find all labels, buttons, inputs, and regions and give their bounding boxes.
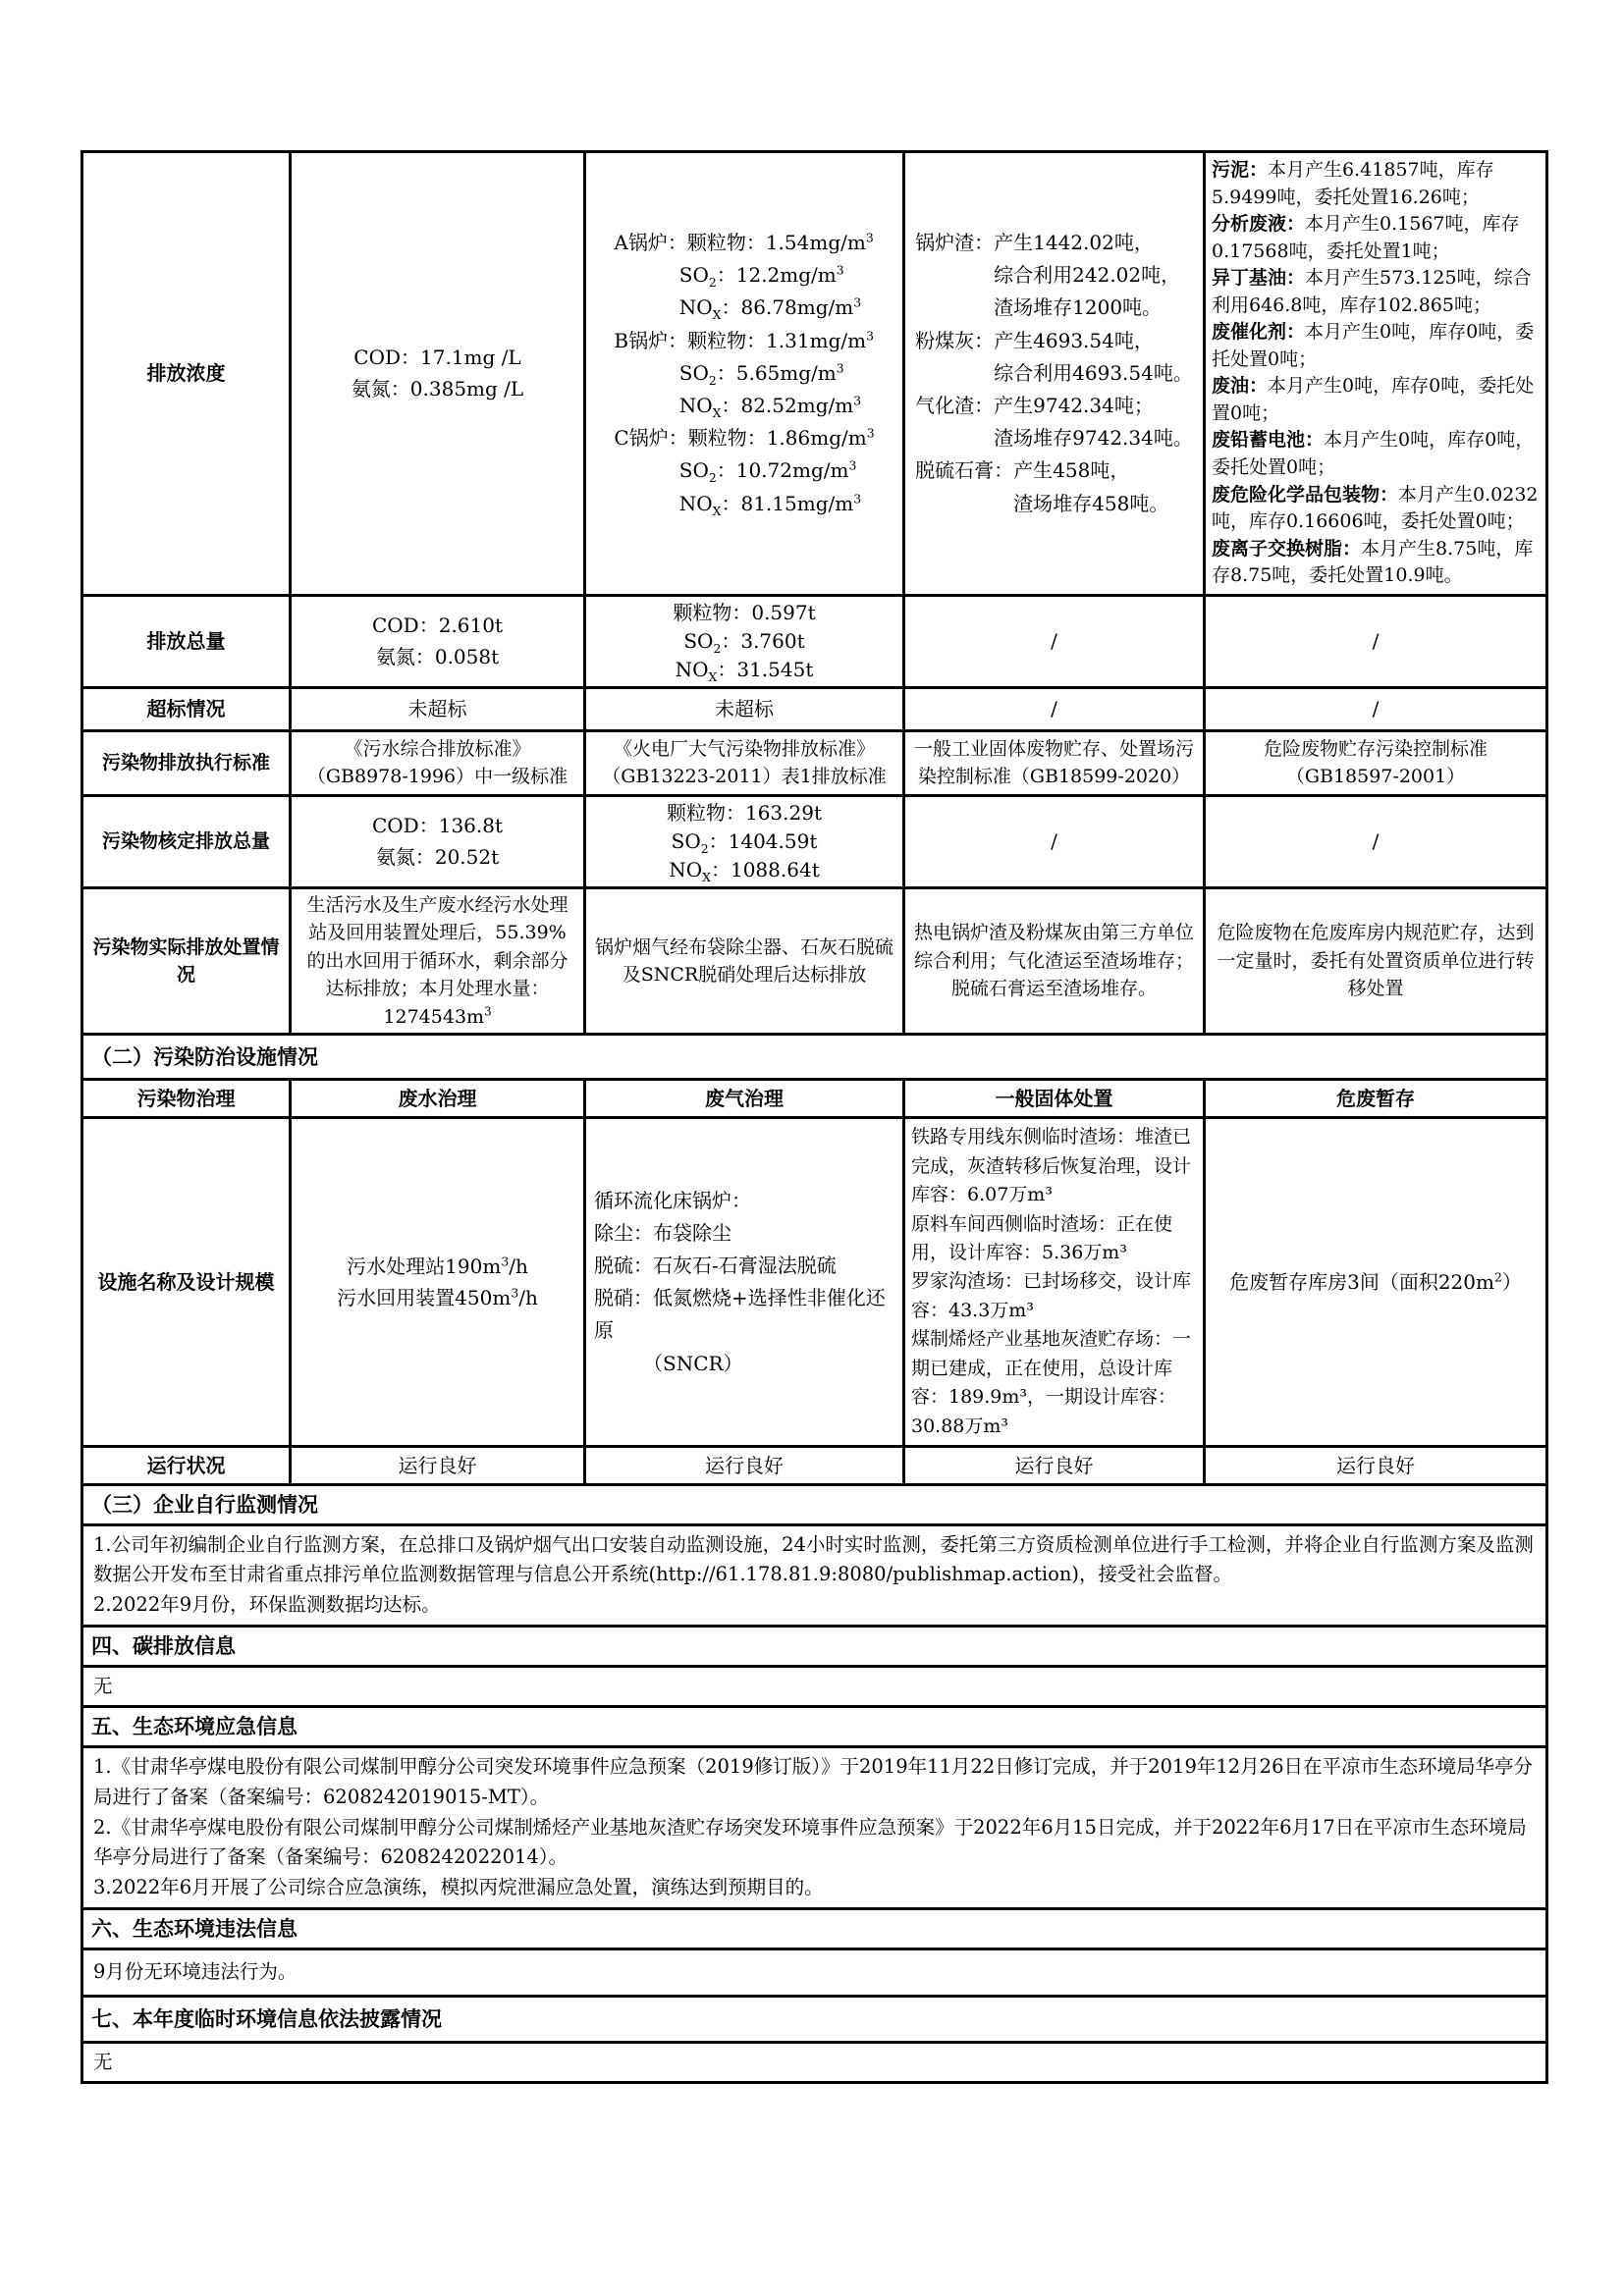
header-pollutant-treatment: 污染物治理	[82, 1080, 291, 1118]
row-treatment-header	[82, 1080, 1547, 1118]
section3-text: 1.公司年初编制企业自行监测方案，在总排口及锅炉烟气出口安装自动监测设施，24小时实时监测，委托第三方资质检测单位进行手工检测，并将企业自行监测方案及监测数据公开发布至甘肃省重点排污单位监测数据管理与信息公开系统(http://61.178.81.9:8080/publishmap.action)，接受社会监督。 2.2022年9月份，环保监测数据均达标。	[82, 1524, 1547, 1626]
cell-actual-hazard: 危险废物在危废库房内规范贮存，达到一定量时，委托有处置资质单位进行转移处置	[1205, 887, 1547, 1035]
cell-exceed-wastewater: 未超标	[291, 687, 585, 730]
row-emission-total	[82, 595, 1547, 687]
section5-text: 1.《甘肃华亭煤电股份有限公司煤制甲醇分公司突发环境事件应急预案（2019修订版）》于2019年11月22日修订完成，并于2019年12月26日在平凉市生态环境局华亭分局进行了备案（备案编号：6208242019015-MT）。 2.《甘肃华亭煤电股份有限公司煤制甲醇分公司煤制烯烃产业基地灰渣贮存场突发环境事件应急预案》于2022年6月15日完成，并于2022年6月17日在平凉市生态环境局华亭分局进行了备案（备案编号：6208242022014）。 3.2022年6月开展了公司综合应急演练，模拟丙烷泄漏应急处置，演练达到预期目的。	[82, 1747, 1547, 1909]
row-section4-text	[82, 1666, 1547, 1707]
header-gas-treatment: 废气治理	[585, 1080, 904, 1118]
section4-title: 四、碳排放信息	[82, 1627, 1547, 1667]
row-section5-title	[82, 1707, 1547, 1747]
label-approved-total: 污染物核定排放总量	[82, 795, 291, 887]
cell-exceed-gas: 未超标	[585, 687, 904, 730]
row-facility-scale	[82, 1118, 1547, 1447]
row-section3-title	[82, 1485, 1547, 1525]
cell-standard-hazard: 危险废物贮存污染控制标准（GB18597-2001）	[1205, 730, 1547, 795]
section2-title: （二）污染防治设施情况	[82, 1035, 1547, 1080]
cell-actual-gas: 锅炉烟气经布袋除尘器、石灰石脱硫及SNCR脱硝处理后达标排放	[585, 887, 904, 1035]
label-operation-status: 运行状况	[82, 1447, 291, 1485]
label-emission-standard: 污染物排放执行标准	[82, 730, 291, 795]
row-approved-total	[82, 795, 1547, 887]
environment-disclosure-table	[81, 150, 1548, 2084]
cell-total-hazard: /	[1205, 595, 1547, 687]
header-solid-disposal: 一般固体处置	[904, 1080, 1205, 1118]
cell-concentration-solid: 锅炉渣：产生1442.02吨， 综合利用242.02吨， 渣场堆存1200吨。 粉煤灰：产生4693.54吨， 综合利用4693.54吨。 气化渣：产生9742.34吨； 渣场堆存9742.34吨。 脱硫石膏：产生458吨， 渣场堆存458吨。	[904, 152, 1205, 596]
cell-standard-gas: 《火电厂大气污染物排放标准》（GB13223-2011）表1排放标准	[585, 730, 904, 795]
cell-approved-hazard: /	[1205, 795, 1547, 887]
section7-title: 七、本年度临时环境信息依法披露情况	[82, 1996, 1547, 2042]
cell-total-solid: /	[904, 595, 1205, 687]
cell-total-gas: 颗粒物：0.597t $SO_2$：3.760t $NO_X$：31.545t	[585, 595, 904, 687]
header-hazard-storage: 危废暂存	[1205, 1080, 1547, 1118]
row-section5-text	[82, 1747, 1547, 1909]
row-section7-title	[82, 1996, 1547, 2042]
cell-facility-gas: 循环流化床锅炉： 除尘：布袋除尘 脱硫：石灰石-石膏湿法脱硫 脱硝：低氮燃烧+选择性非催化还原 （SNCR）	[585, 1118, 904, 1447]
section4-text: 无	[82, 1666, 1547, 1707]
row-emission-standard	[82, 730, 1547, 795]
cell-facility-solid: 铁路专用线东侧临时渣场：堆渣已完成，灰渣转移后恢复治理，设计库容：6.07万m³ 原料车间西侧临时渣场：正在使用，设计库容：5.36万m³ 罗家沟渣场：已封场移交，设计库容：43.3万m³ 煤制烯烃产业基地灰渣贮存场：一期已建成，正在使用，总设计库容：189.9m³，一期设计库容：30.88万m³	[904, 1118, 1205, 1447]
cell-status-hazard: 运行良好	[1205, 1447, 1547, 1485]
row-section3-text	[82, 1524, 1547, 1626]
row-actual-disposal	[82, 887, 1547, 1035]
row-operation-status	[82, 1447, 1547, 1485]
cell-concentration-wastewater: COD：17.1mg /L 氨氮：0.385mg /L	[291, 152, 585, 596]
cell-concentration-gas: A锅炉：颗粒物：$1.54mg/m^3$ $SO_2$：$12.2mg/m^3$ $NO_X$：$86.78mg/m^3$ B锅炉：颗粒物：$1.31mg/m^3$ $SO_2$：$5.65mg/m^3$ $NO_X$：$82.52mg/m^3$ C锅炉：颗粒物：$1.86mg/m^3$ $SO_2$：$10.72mg/m^3$ $NO_X$：$81.15mg/m^3$	[585, 152, 904, 596]
cell-status-gas: 运行良好	[585, 1447, 904, 1485]
cell-exceed-solid: /	[904, 687, 1205, 730]
header-wastewater-treatment: 废水治理	[291, 1080, 585, 1118]
row-section4-title	[82, 1627, 1547, 1667]
label-emission-concentration: 排放浓度	[82, 152, 291, 596]
cell-standard-wastewater: 《污水综合排放标准》（GB8978-1996）中一级标准	[291, 730, 585, 795]
section7-text: 无	[82, 2042, 1547, 2083]
cell-actual-wastewater: 生活污水及生产废水经污水处理站及回用装置处理后，55.39%的出水回用于循环水，剩余部分达标排放；本月处理水量：$1274543m^3$	[291, 887, 585, 1035]
row-exceedance	[82, 687, 1547, 730]
cell-status-wastewater: 运行良好	[291, 1447, 585, 1485]
row-section6-title	[82, 1909, 1547, 1949]
cell-status-solid: 运行良好	[904, 1447, 1205, 1485]
cell-standard-solid: 一般工业固体废物贮存、处置场污染控制标准（GB18599-2020）	[904, 730, 1205, 795]
cell-total-wastewater: COD：2.610t 氨氮：0.058t	[291, 595, 585, 687]
section5-title: 五、生态环境应急信息	[82, 1707, 1547, 1747]
label-actual-disposal: 污染物实际排放处置情况	[82, 887, 291, 1035]
row-emission-concentration	[82, 152, 1547, 596]
cell-concentration-hazard: 污泥：本月产生6.41857吨，库存5.9499吨，委托处置16.26吨； 分析废液：本月产生0.1567吨，库存0.17568吨，委托处置1吨； 异丁基油：本月产生573.125吨，综合利用646.8吨，库存102.865吨； 废催化剂：本月产生0吨，库存0吨，委托处置0吨； 废油：本月产生0吨，库存0吨，委托处置0吨； 废铅蓄电池：本月产生0吨，库存0吨，委托处置0吨； 废危险化学品包装物：本月产生0.0232吨，库存0.16606吨，委托处置0吨； 废离子交换树脂：本月产生8.75吨，库存8.75吨，委托处置10.9吨。	[1205, 152, 1547, 596]
section6-text: 9月份无环境违法行为。	[82, 1949, 1547, 1996]
cell-facility-wastewater: 污水处理站$190m^3/h$ 污水回用装置$450m^3/h$	[291, 1118, 585, 1447]
cell-approved-gas: 颗粒物：163.29t $SO_2$：1404.59t $NO_X$：1088.64t	[585, 795, 904, 887]
label-facility-scale: 设施名称及设计规模	[82, 1118, 291, 1447]
section6-title: 六、生态环境违法信息	[82, 1909, 1547, 1949]
row-section6-text	[82, 1949, 1547, 1996]
section3-title: （三）企业自行监测情况	[82, 1485, 1547, 1525]
label-exceedance: 超标情况	[82, 687, 291, 730]
cell-exceed-hazard: /	[1205, 687, 1547, 730]
cell-approved-wastewater: COD：136.8t 氨氮：20.52t	[291, 795, 585, 887]
cell-facility-hazard: 危废暂存库房3间（面积$220m^2$）	[1205, 1118, 1547, 1447]
cell-actual-solid: 热电锅炉渣及粉煤灰由第三方单位综合利用；气化渣运至渣场堆存；脱硫石膏运至渣场堆存。	[904, 887, 1205, 1035]
cell-approved-solid: /	[904, 795, 1205, 887]
row-section2-title	[82, 1035, 1547, 1080]
row-section7-text	[82, 2042, 1547, 2083]
label-emission-total: 排放总量	[82, 595, 291, 687]
